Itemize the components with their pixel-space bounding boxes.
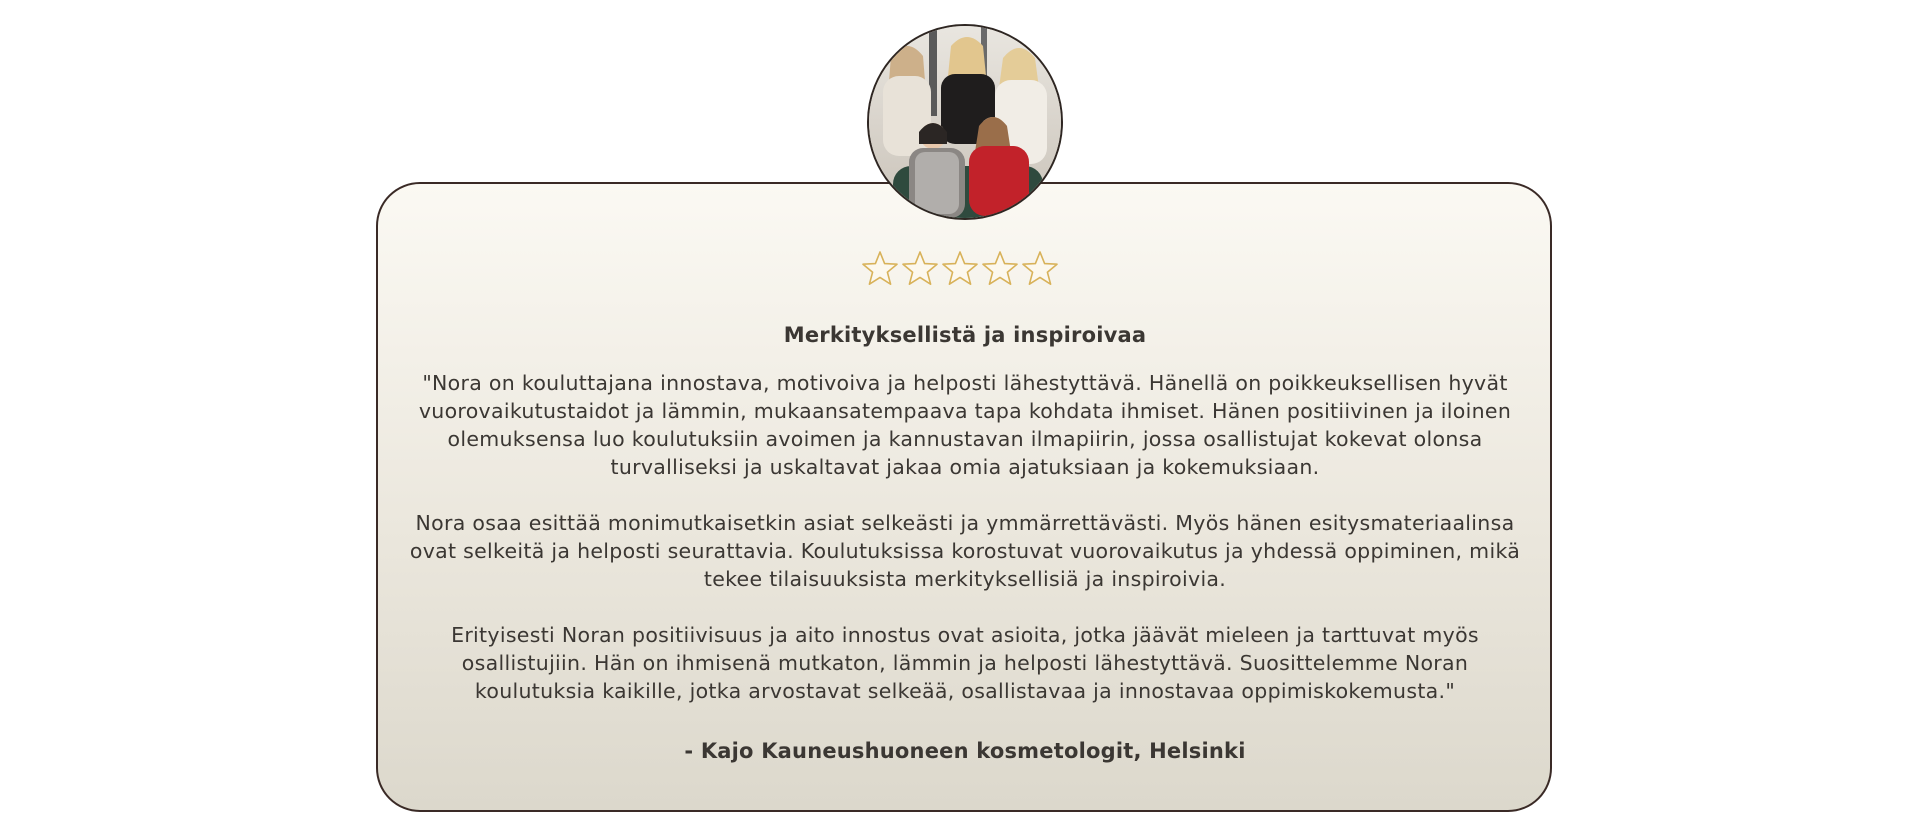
star-outline-icon bbox=[861, 250, 899, 286]
rating-stars bbox=[0, 250, 1920, 286]
testimonial-content bbox=[400, 315, 1530, 769]
testimonial-paragraph: "Nora on kouluttajana innostava, motivoiva ja helposti lähestyttävä. Hänellä on poikkeuksellisen hyvät vuorovaikutustaidot ja lämmin, mukaansatempaava tapa kohdata ihmiset. Hänen positiivinen ja iloinen olemuksensa luo koulutuksiin avoimen ja kannustavan ilmapiirin, jossa osallistujat kokevat olonsa turvalliseksi ja uskaltavat jakaa omia ajatuksiaan ja kokemuksiaan. bbox=[418, 371, 1512, 479]
avatar bbox=[867, 24, 1063, 220]
star-outline-icon bbox=[941, 250, 979, 286]
testimonial-author: - Kajo Kauneushuoneen kosmetologit, Helsinki bbox=[684, 739, 1246, 763]
testimonial-title: Merkityksellistä ja inspiroivaa bbox=[783, 323, 1147, 347]
star-outline-icon bbox=[1021, 250, 1059, 286]
group-photo-image bbox=[869, 26, 1061, 218]
testimonial-paragraph: Erityisesti Noran positiivisuus ja aito innostus ovat asioita, jotka jäävät mieleen ja tarttuvat myös osallistujiin. Hän on ihmisenä mutkaton, lämmin ja helposti lähestyttävä. Suosittelemme Noran koulutuksia kaikille, jotka arvostavat selkeää, osallistavaa ja innostavaa oppimiskokemusta." bbox=[451, 623, 1479, 703]
testimonial-paragraph: Nora osaa esittää monimutkaisetkin asiat selkeästi ja ymmärrettävästi. Myös hänen esitysmateriaalinsa ovat selkeitä ja helposti seurattavia. Koulutuksissa korostuvat vuorovaikutus ja yhdessä oppiminen, mikä tekee tilaisuuksista merkityksellisiä ja inspiroivia. bbox=[409, 511, 1521, 591]
star-outline-icon bbox=[981, 250, 1019, 286]
star-outline-icon bbox=[901, 250, 939, 286]
